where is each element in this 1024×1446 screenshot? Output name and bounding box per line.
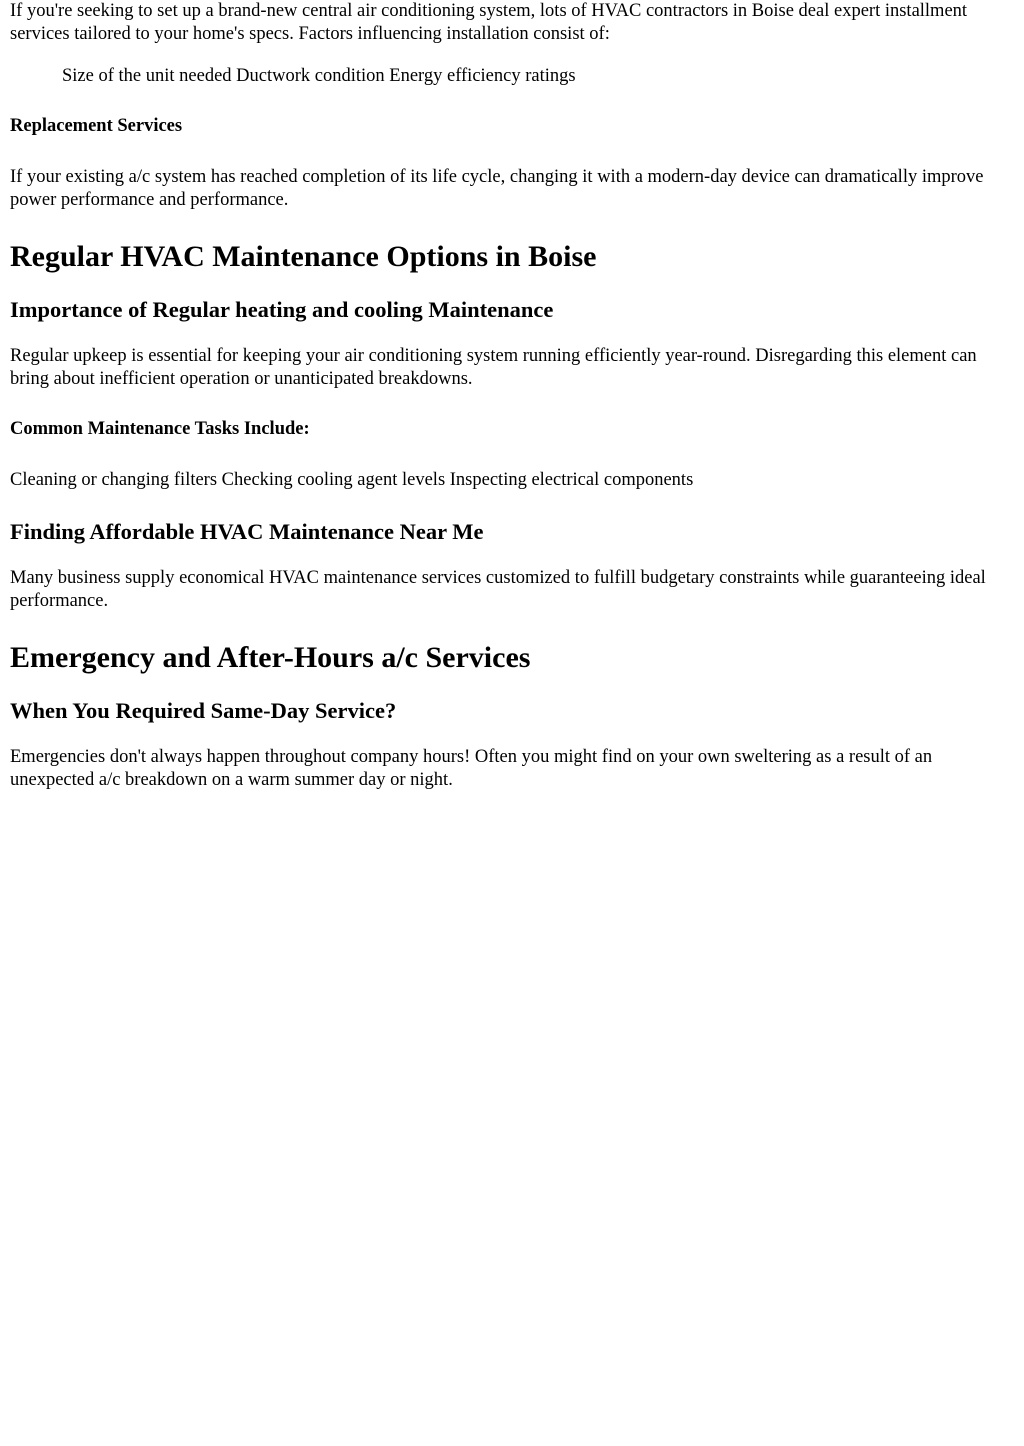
replacement-paragraph: If your existing a/c system has reached completion of its life cycle, changing it with a modern-day device can dramatically improve power performance and performance. bbox=[10, 167, 984, 210]
maintenance-section-heading: Regular HVAC Maintenance Options in Boise bbox=[10, 240, 597, 273]
same-day-paragraph: Emergencies don't always happen throughout company hours! Often you might find on your own sweltering as a result of an unexpected a/c breakdown on a warm summer day or night. bbox=[10, 747, 933, 790]
tasks-heading: Common Maintenance Tasks Include: bbox=[10, 419, 310, 439]
installation-factors-quote: Size of the unit needed Ductwork condition Energy efficiency ratings bbox=[62, 66, 576, 86]
emergency-section-heading: Emergency and After-Hours a/c Services bbox=[10, 641, 531, 674]
installation-intro-paragraph: If you're seeking to set up a brand-new central air conditioning system, lots of HVAC contractors in Boise deal expert installment services tailored to your home's specs. Factors influencing installation consist of: bbox=[10, 1, 968, 44]
affordable-paragraph: Many business supply economical HVAC maintenance services customized to fulfill budgetary constraints while guaranteeing ideal performance. bbox=[10, 568, 986, 611]
same-day-heading: When You Required Same-Day Service? bbox=[10, 698, 397, 723]
replacement-heading: Replacement Services bbox=[10, 116, 183, 136]
importance-paragraph: Regular upkeep is essential for keeping your air conditioning system running efficiently year-round. Disregarding this element can bring about inefficient operation or unanticipated breakdowns. bbox=[10, 346, 977, 389]
importance-heading: Importance of Regular heating and cooling Maintenance bbox=[10, 297, 554, 322]
tasks-paragraph: Cleaning or changing filters Checking cooling agent levels Inspecting electrical components bbox=[10, 470, 694, 490]
affordable-heading: Finding Affordable HVAC Maintenance Near Me bbox=[10, 519, 484, 544]
